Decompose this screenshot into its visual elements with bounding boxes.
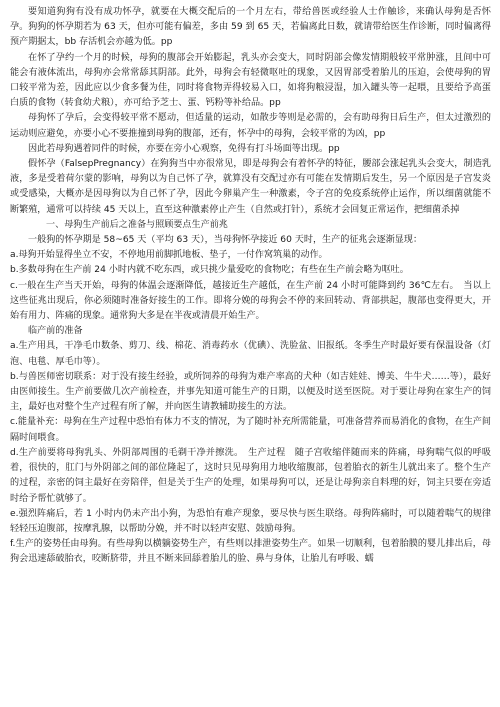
list-item-sign-a: a.母狗开始显得坐立不安，不停地用前脚抓地板、垫子，一付作窝筑巢的动作。 — [10, 250, 328, 261]
list-item-prep-f: f.生产的姿势任由母狗。有些母狗以横躺姿势生产，有些则以排泄姿势生产。如果一切顺利，包着胎膜的婴儿排出后，母狗会迅速舔破胎衣，咬断脐带，并且不断来回舔着胎儿的脸、鼻与身体，让胎儿有呼吸、蠕 — [10, 539, 491, 565]
list-item-sign-c: c.一般在生产当天开始，母狗的体温会逐渐降低，越接近生产越低，在生产前 24 小时可能降到约 36℃左右。 当以上这些征兆出现后，你必须随时准备好接生的工作。即将分娩的母狗会不停的来回转动、背部拱起，腹部也变得更大，开始有用力、阵痛的现象。通常狗大多是在半夜或清晨开始生产。 — [10, 280, 491, 322]
paragraph-exercise: 母狗怀了孕后，会变得较平常不愿动，但适量的运动，如散步等则是必需的，会有助母狗日后生产，但太过激烈的运动则应避免，亦要小心不要推撞到母狗的腹部，还有，怀孕中的母狗，会较平常的为凶，pp — [10, 113, 491, 139]
paragraph-companions: 因此若母狗遇着同件的时候，亦要在旁小心观察，免得有打斗场面等出现。pp — [28, 143, 340, 154]
list-item-prep-e: e.强烈阵痛后，若 1 小时内仍未产出小狗，为恐怕有难产现象，要尽快与医生联络。母狗阵痛时，可以随着喘气的规律轻轻压迫腹部，按摩乳腺，以帮助分娩，并不时以轻声安慰、鼓励母狗。 — [10, 508, 491, 534]
list-item-prep-d: d.生产前要将母狗乳头、外阴部周围的毛剃干净并擦洗。 生产过程 随子宫收缩伴随而来的阵痛，母狗喘气似的呼吸着，很快的，肛门与外阴部之间的部位隆起了，这时只见母狗用力地收缩腹部，包着胎衣的新生儿就出来了。整个生产的过程，亲密的饲主最好在旁陪伴，但是关于生产的处理，如果母狗可以，还是让母狗亲自料理的好，饲主只要在旁适时给予帮忙就够了。 — [10, 447, 491, 504]
subheading-pre-birth-prep: 临产前的准备 — [28, 326, 83, 337]
list-item-sign-b: b.多数母狗在生产前 24 小时内就不吃东西，或只挑少量爱吃的食物吃；有些在生产前会略为呕吐。 — [10, 265, 409, 276]
list-item-prep-c: c.能量补充：母狗在生产过程中恐怕有体力不支的情况，为了随时补充所需能量，可准备营养而易消化的食物，在生产间隔时间喂食。 — [10, 417, 491, 443]
paragraph-pregnancy-check: 要知道狗狗有没有成功怀孕，就要在大概交配后的一个月左右，带给兽医或经验人士作触诊，来确认母狗是否怀孕。狗狗的怀孕期若为 63 天，但亦可能有偏差，多由 59 到 65 天，若偏离此日数，就请带给医生作诊断，同时偏离得预产期据太，bb 存活机会亦越为低。pp — [10, 7, 491, 48]
paragraph-first-month-signs: 在怀了孕约一个月的时候，母狗的腹部会开始膨起，乳头亦会变大，同时阴部会像发情期般较平常肿涨，且间中可能会有液体流出，母狗亦会常常舔其阴部。此外，母狗会有轻微呕吐的现象，又因胃部受着胎儿的压迫，会使母狗的胃口较平常为差，因此应以少食多餐为佳，同时将食物弄得较易入口，如将狗粮浸湿，加入罐头等一起喂，且要给予高蛋白质的食物（转食幼犬粮），亦可给予芝士、蛋、钙粉等补给品。pp — [10, 52, 491, 109]
list-item-prep-a: a.生产用具，干净毛巾数条、剪刀、线、棉花、消毒药水（优碘）、洗脸盆、旧报纸。冬季生产时最好要有保温设备（灯泡、电毯、厚毛巾等）。 — [10, 341, 491, 367]
paragraph-false-pregnancy: 假怀孕（FalsepPregnancy）在狗狗当中亦很常见，即是母狗会有着怀孕的特征，腰部会涨起乳头会变大，制造乳液，多是受着荷尔蒙的影响，母狗以为自己怀了孕，就算没有交配过亦有可能在发情期后发生，另一个原因是子宫发炎或受感染，大概亦是因母狗以为自己怀了孕，因此今卵巢产生一种激素，令子宫的免疫系统停止运作，所以细菌就能不断繁殖，通常可以持续 45 天以上，直至这种激素停止产生（自然或打针），系统才会回复正常运作，把细菌杀掉 — [10, 159, 491, 215]
paragraph-gestation-period: 一般狗的怀孕期是 58~65 天（平均 63 天），当母狗怀孕接近 60 天时，生产的征兆会逐渐显现： — [28, 235, 423, 246]
list-item-prep-b: b.与兽医师密切联系：对于没有接生经验，或所饲养的母狗为难产率高的犬种（如吉娃娃、博美、牛牛犬……等），最好由医师接生。生产前要做几次产前检查，并事先知道可能生产的日期，以便及时送至医院。对于要让母狗在家生产的饲主，最好也对整个生产过程有所了解，并向医生请教辅助接生的方法。 — [10, 371, 491, 413]
section-title-birth-prep: 一、母狗生产前后之准备与照顾要点生产前兆 — [46, 219, 228, 230]
